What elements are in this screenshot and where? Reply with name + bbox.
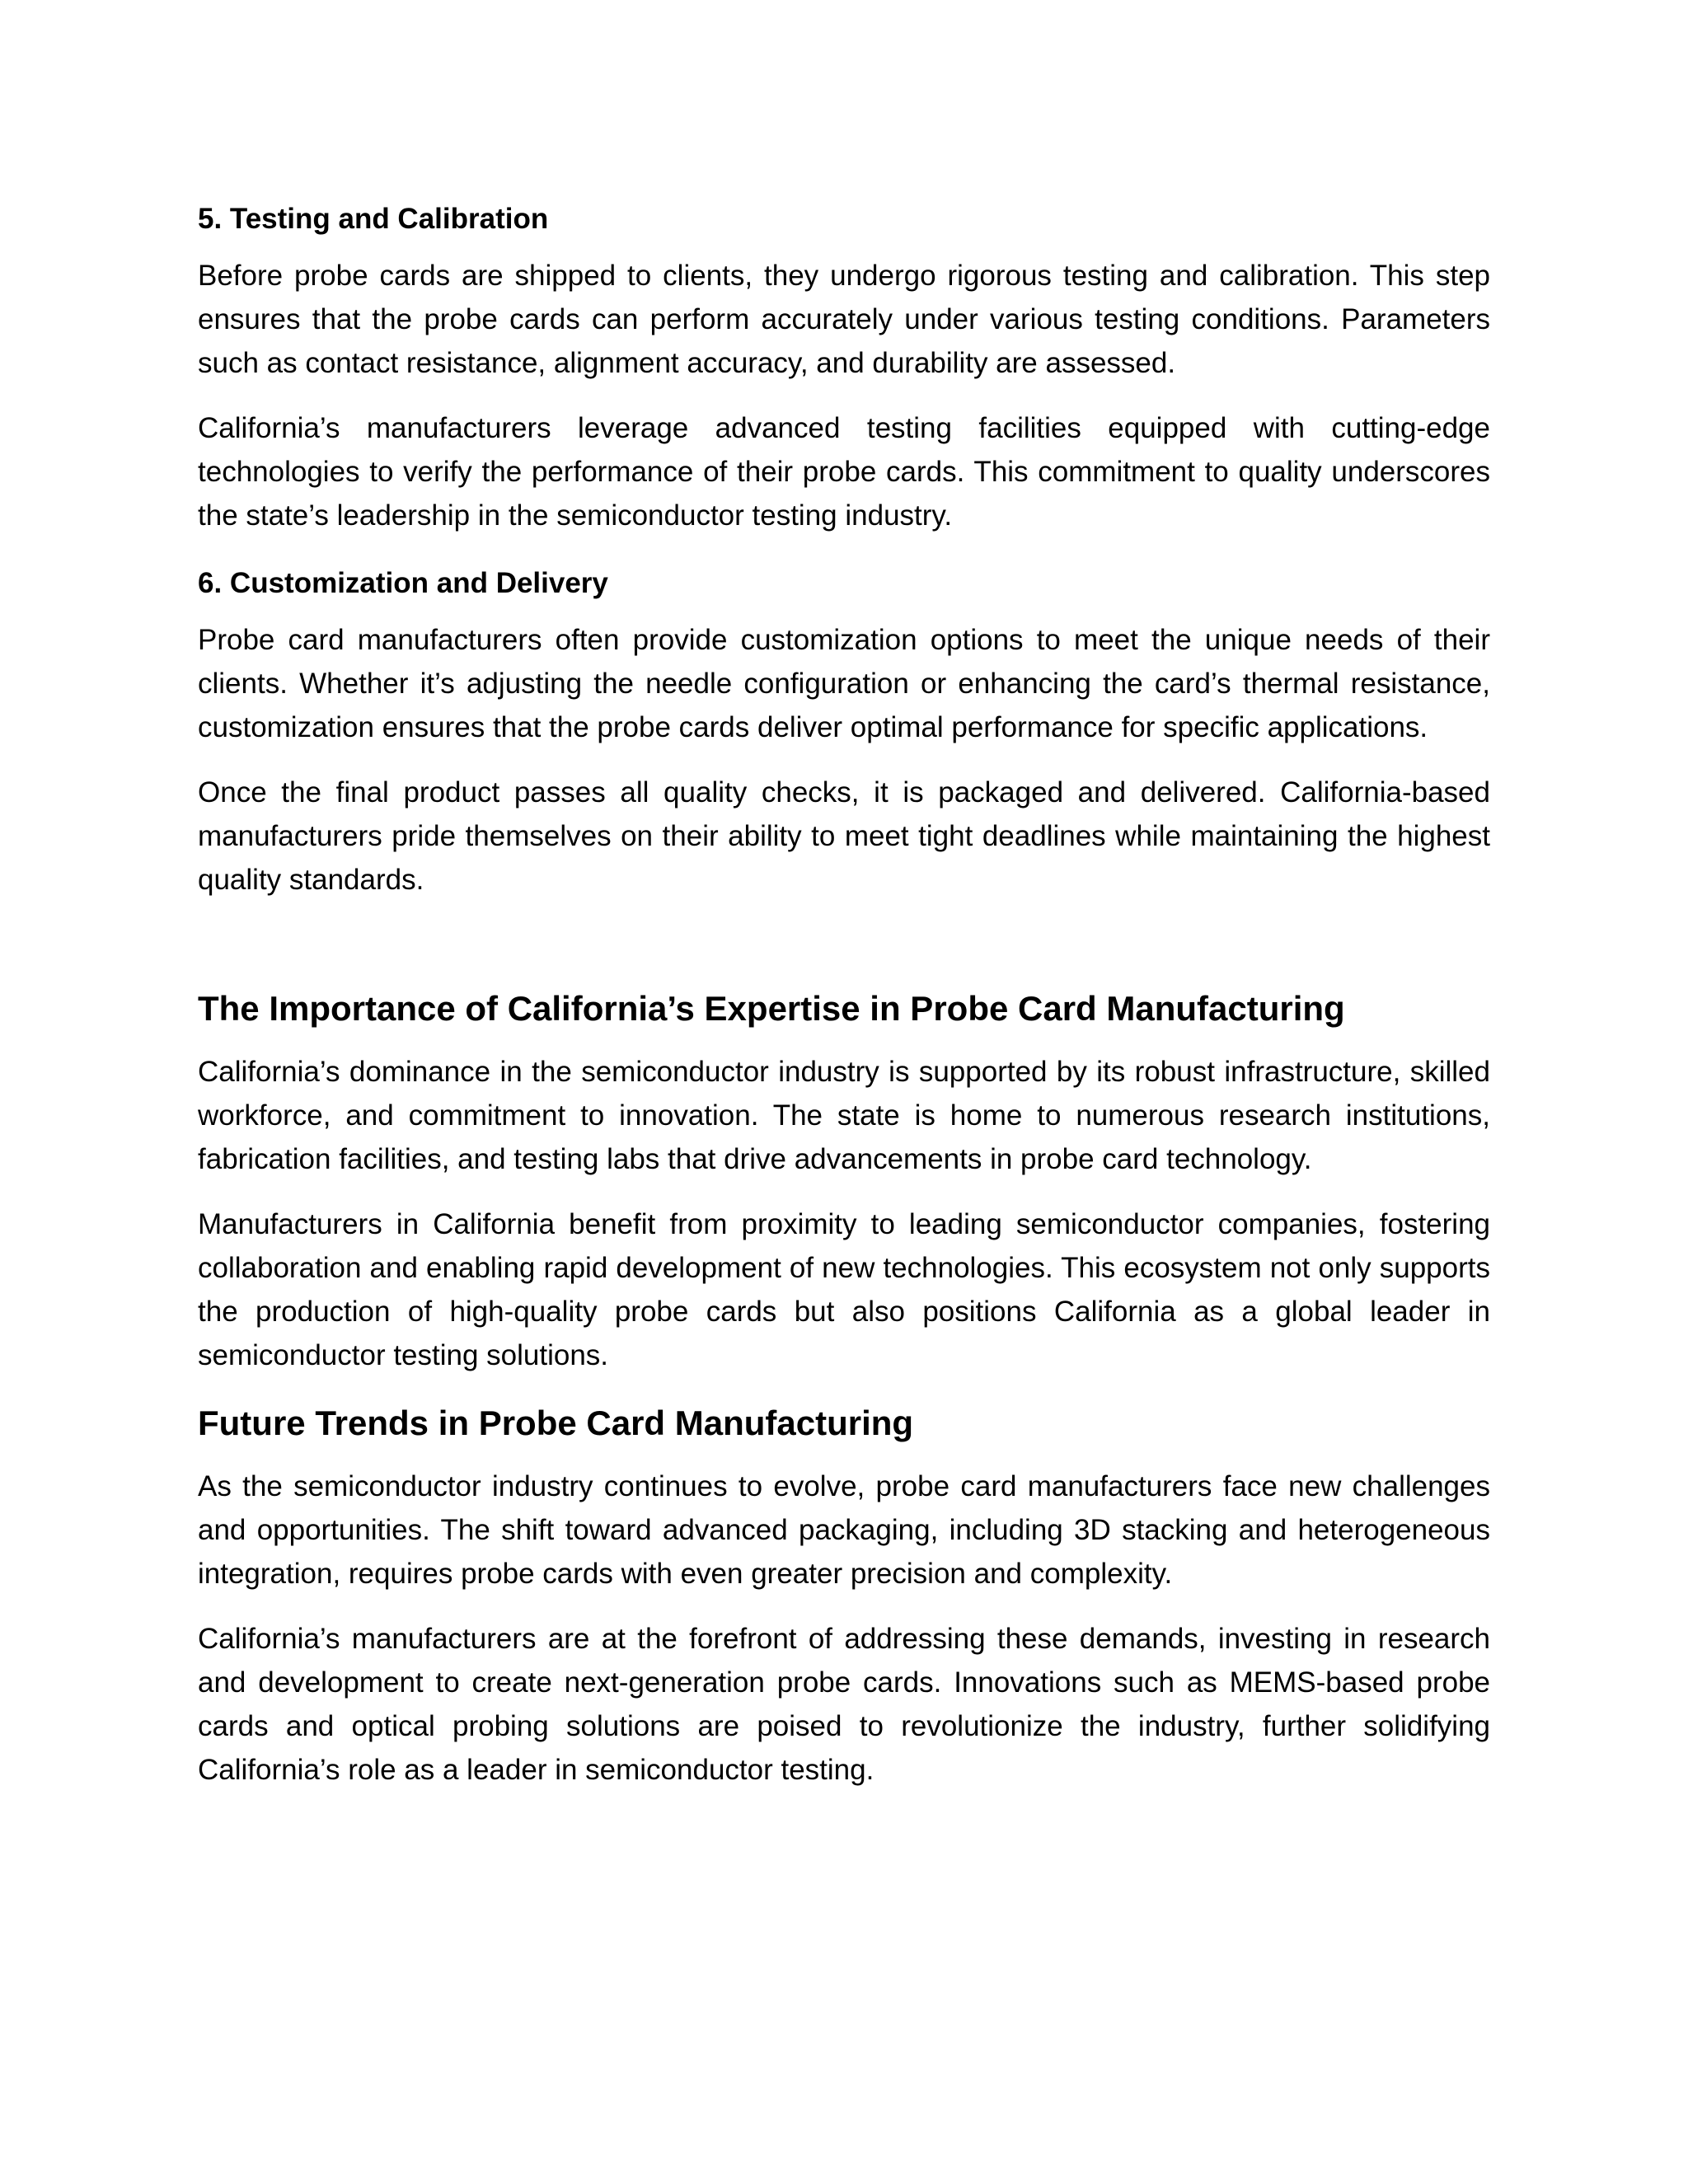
section-testing-calibration: [198, 194, 1490, 537]
paragraph-testing-1: Before probe cards are shipped to clients, they undergo rigorous testing and calibration. This step ensures that the probe cards can perform accurately under various testing conditions. Parameters such as contact resistance, alignment accuracy, and durability are assessed.: [198, 260, 1490, 379]
paragraph-future-2: California’s manufacturers are at the forefront of addressing these demands, investing in research and development to create next-generation probe cards. Innovations such as MEMS-based probe cards and optical probing solutions are poised to revolutionize the industry, further solidifying California’s role as a leader in semiconductor testing.: [198, 1623, 1490, 1786]
section-customization-delivery: [198, 559, 1490, 902]
section-heading-future-trends: Future Trends in Probe Card Manufacturing: [198, 1404, 914, 1442]
paragraph-future-1: As the semiconductor industry continues to evolve, probe card manufacturers face new challenges and opportunities. The shift toward advanced packaging, including 3D stacking and heterogeneous integration, requires probe cards with even greater precision and complexity.: [198, 1470, 1490, 1590]
section-heading-customization-delivery: 6. Customization and Delivery: [198, 567, 608, 599]
document-page: [198, 194, 1490, 1813]
paragraph-customization-1: Probe card manufacturers often provide customization options to meet the unique needs of their clients. Whether it’s adjusting the needle configuration or enhancing the card’s thermal resistance, customization ensures that the probe cards deliver optimal performance for specific applications.: [198, 624, 1490, 743]
section-future-trends: [198, 1399, 1490, 1792]
paragraph-importance-1: California’s dominance in the semiconductor industry is supported by its robust infrastructure, skilled workforce, and commitment to innovation. The state is home to numerous research institutions, fabrication facilities, and testing labs that drive advancements in probe card technology.: [198, 1056, 1490, 1175]
section-heading-importance: The Importance of California’s Expertise in Probe Card Manufacturing: [198, 989, 1345, 1028]
paragraph-testing-2: California’s manufacturers leverage advanced testing facilities equipped with cutting-edge technologies to verify the performance of their probe cards. This commitment to quality underscores the state’s leadership in the semiconductor testing industry.: [198, 412, 1490, 532]
section-heading-testing-calibration: 5. Testing and Calibration: [198, 203, 549, 235]
paragraph-importance-2: Manufacturers in California benefit from proximity to leading semiconductor companies, fostering collaboration and enabling rapid development of new technologies. This ecosystem not only supports the production of high-quality probe cards but also positions California as a global leader in semiconductor testing solutions.: [198, 1208, 1490, 1371]
section-importance: [198, 984, 1490, 1377]
paragraph-customization-2: Once the final product passes all quality checks, it is packaged and delivered. California-based manufacturers pride themselves on their ability to meet tight deadlines while maintaining the highest quality standards.: [198, 776, 1490, 896]
